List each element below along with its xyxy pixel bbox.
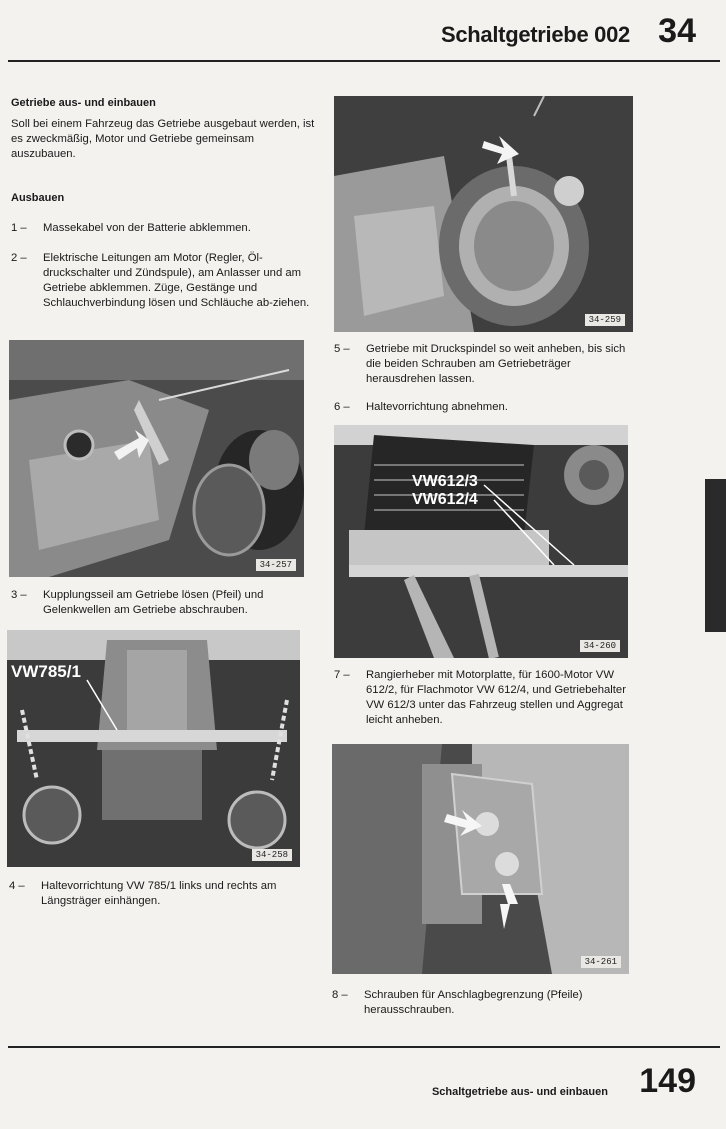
- step-text: Schrauben für Anschlagbegrenzung (Pfeile) herausschrauben.: [364, 989, 583, 1016]
- step-text: Haltevorrichtung VW 785/1 links und rechts am Längsträger einhängen.: [41, 880, 277, 907]
- photo-34-258: [7, 630, 300, 867]
- side-thumb-tab: [705, 479, 726, 632]
- photo-34-261-art: [332, 744, 629, 974]
- figure-number: 34-260: [580, 640, 620, 652]
- step-number: 4 –: [9, 880, 25, 892]
- photo-34-259-art: [334, 96, 633, 332]
- step-text: Haltevorrichtung abnehmen.: [366, 401, 508, 413]
- chapter-number: 34: [658, 12, 696, 50]
- photo-34-261: [332, 744, 629, 974]
- intro-heading: Getriebe aus- und einbauen: [11, 97, 156, 109]
- step-number: 7 –: [334, 669, 350, 681]
- step-8: [332, 988, 627, 1020]
- page-number: 149: [639, 1062, 696, 1100]
- footer-rule: [8, 1046, 720, 1048]
- step-4: [9, 879, 309, 911]
- section-heading-ausbauen: Ausbauen: [11, 192, 65, 204]
- step-text: Kupplungsseil am Getriebe lösen (Pfeil) und Gelenkwellen am Getriebe abschrauben.: [43, 589, 264, 616]
- tool-label-vw785: VW785/1: [11, 662, 81, 681]
- tool-label-vw6123: VW612/3: [412, 473, 478, 490]
- photo-34-257: [9, 340, 304, 577]
- step-3: [11, 588, 311, 620]
- figure-number: 34-261: [581, 956, 621, 968]
- page-header-title: Schaltgetriebe 002: [440, 22, 630, 47]
- step-number: 6 –: [334, 401, 350, 413]
- step-text: Getriebe mit Druckspindel so weit anheben, bis sich die beiden Schrauben am Getriebeträger herausdrehen lassen.: [366, 343, 626, 385]
- step-2: [11, 251, 311, 331]
- photo-34-259: [334, 96, 633, 332]
- figure-number: 34-257: [256, 559, 296, 571]
- step-6: [334, 400, 629, 416]
- step-number: 2 –: [11, 252, 27, 264]
- header-rule: [8, 60, 720, 62]
- step-number: 8 –: [332, 989, 348, 1001]
- tool-label-vw6124: VW612/4: [412, 491, 478, 508]
- step-5: [334, 342, 629, 390]
- step-text: Rangierheber mit Motorplatte, für 1600-Motor VW 612/2, für Flachmotor VW 612/4, und Getriebehalter VW 612/3 unter das Fahrzeug stellen und Aggregat leicht anheben.: [366, 669, 626, 726]
- intro-text: Soll bei einem Fahrzeug das Getriebe ausgebaut werden, ist es zweckmäßig, Motor und Getriebe gemeinsam auszubauen.: [11, 118, 315, 160]
- step-text: Massekabel von der Batterie abklemmen.: [43, 222, 251, 234]
- step-number: 3 –: [11, 589, 27, 601]
- photo-34-260-art: [334, 425, 628, 658]
- step-number: 1 –: [11, 222, 27, 234]
- photo-34-257-art: [9, 340, 304, 577]
- figure-number: 34-259: [585, 314, 625, 326]
- step-number: 5 –: [334, 343, 350, 355]
- photo-34-260: [334, 425, 628, 658]
- step-7: [334, 668, 629, 732]
- step-1: [11, 221, 311, 237]
- figure-number: 34-258: [252, 849, 292, 861]
- step-text: Elektrische Leitungen am Motor (Regler, Öl-druckschalter und Zündspule), am Anlasser und am Getriebe abklemmen. Züge, Gestänge und Schlauchverbindung lösen und Schläuche ab-ziehen.: [43, 252, 310, 309]
- footer-section-title: Schaltgetriebe aus- und einbauen: [431, 1086, 608, 1098]
